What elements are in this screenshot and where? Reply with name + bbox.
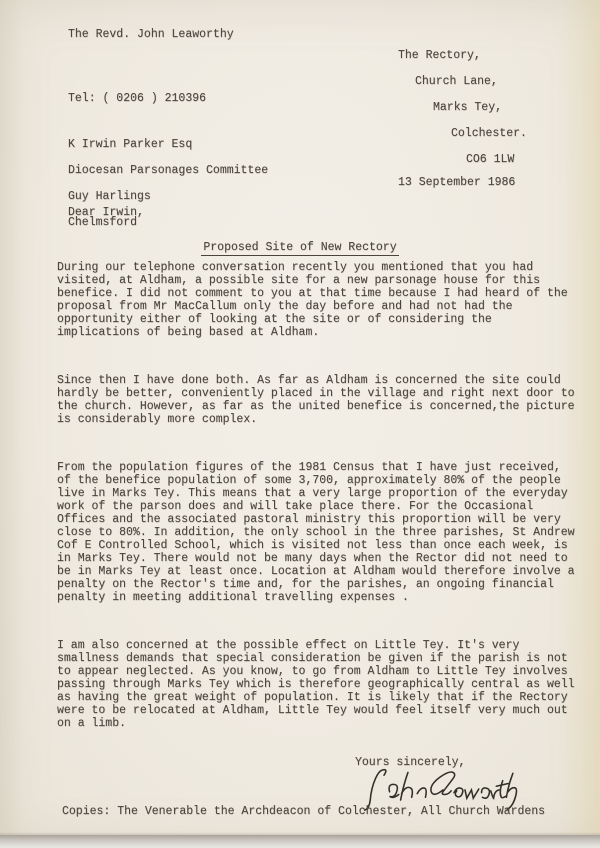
paragraph: Since then I have done both. As far as Aldham is concerned the site could hardly be better, conveniently placed in the village and right next door to the church. However, as far as the united benefice is concerned,the picture is considerably more complex.	[57, 374, 575, 426]
copies-line: Copies: The Venerable the Archdeacon of Colchester, All Church Wardens	[62, 805, 546, 818]
salutation: Dear Irwin,	[68, 206, 144, 219]
recipient-address-block	[68, 125, 268, 242]
sender-address-line: The Rectory,	[398, 49, 481, 62]
letter-body	[57, 248, 581, 748]
valediction: Yours sincerely,	[355, 756, 466, 769]
telephone-line: Tel: ( 0206 ) 210396	[68, 92, 207, 105]
recipient-line: K Irwin Parker Esq	[68, 138, 193, 151]
paper-bottom-edge	[0, 835, 600, 848]
sender-address-line: CO6 1LW	[466, 153, 515, 166]
sender-name: The Revd. John Leaworthy	[68, 28, 234, 41]
recipient-line: Chelmsford	[68, 216, 138, 229]
subject-line: Proposed Site of New Rectory	[203, 241, 397, 254]
sender-address-line: Marks Tey,	[433, 101, 503, 114]
paragraph: From the population figures of the 1981 Census that I have just received, of the benefice population of some 3,700, approximately 80% of the people live in Marks Tey. This means that a very large proportion of the everyday work of the parson does and will take place there. For the Occasional Offices and the associated pastoral ministry this proportion will be very close to 80%. In addition, the only school in the three parishes, St Andrew Cof E Controlled School, which is visited not less than once each week, is in Marks Tey. There would not be many days when the Rector did not need to be in Marks Tey at least once. Location at Aldham would therefore involve a penalty on the Rector's time and, for the parishes, an ongoing financial penalty in meeting additional travelling expenses .	[57, 461, 575, 604]
recipient-line: Diocesan Parsonages Committee	[68, 164, 269, 177]
paragraph: During our telephone conversation recently you mentioned that you had visited, at Aldham, a possible site for a new parsonage house for this benefice. I did not comment to you at that time because I had heard of the proposal from Mr MacCallum only the day before and had not had the opportunity either of looking at the site or of considering the implications of being based at Aldham.	[57, 261, 568, 339]
letter-date: 13 September 1986	[398, 176, 516, 189]
sender-address-line: Church Lane,	[415, 75, 498, 88]
paragraph: I am also concerned at the possible effect on Little Tey. It's very smallness demands that special consideration be given if the parish is not to appear neglected. As you know, to go from Aldham to Little Tey involves passing through Marks Tey which is therefore geographically central as well as having the great weight of population. It is likely that if the Rectory were to be relocated at Aldham, Little Tey would feel itself very much out on a limb.	[57, 639, 575, 730]
sender-address-line: Colchester.	[451, 127, 527, 140]
sender-address-block	[398, 36, 527, 179]
recipient-line: Guy Harlings	[68, 190, 151, 203]
